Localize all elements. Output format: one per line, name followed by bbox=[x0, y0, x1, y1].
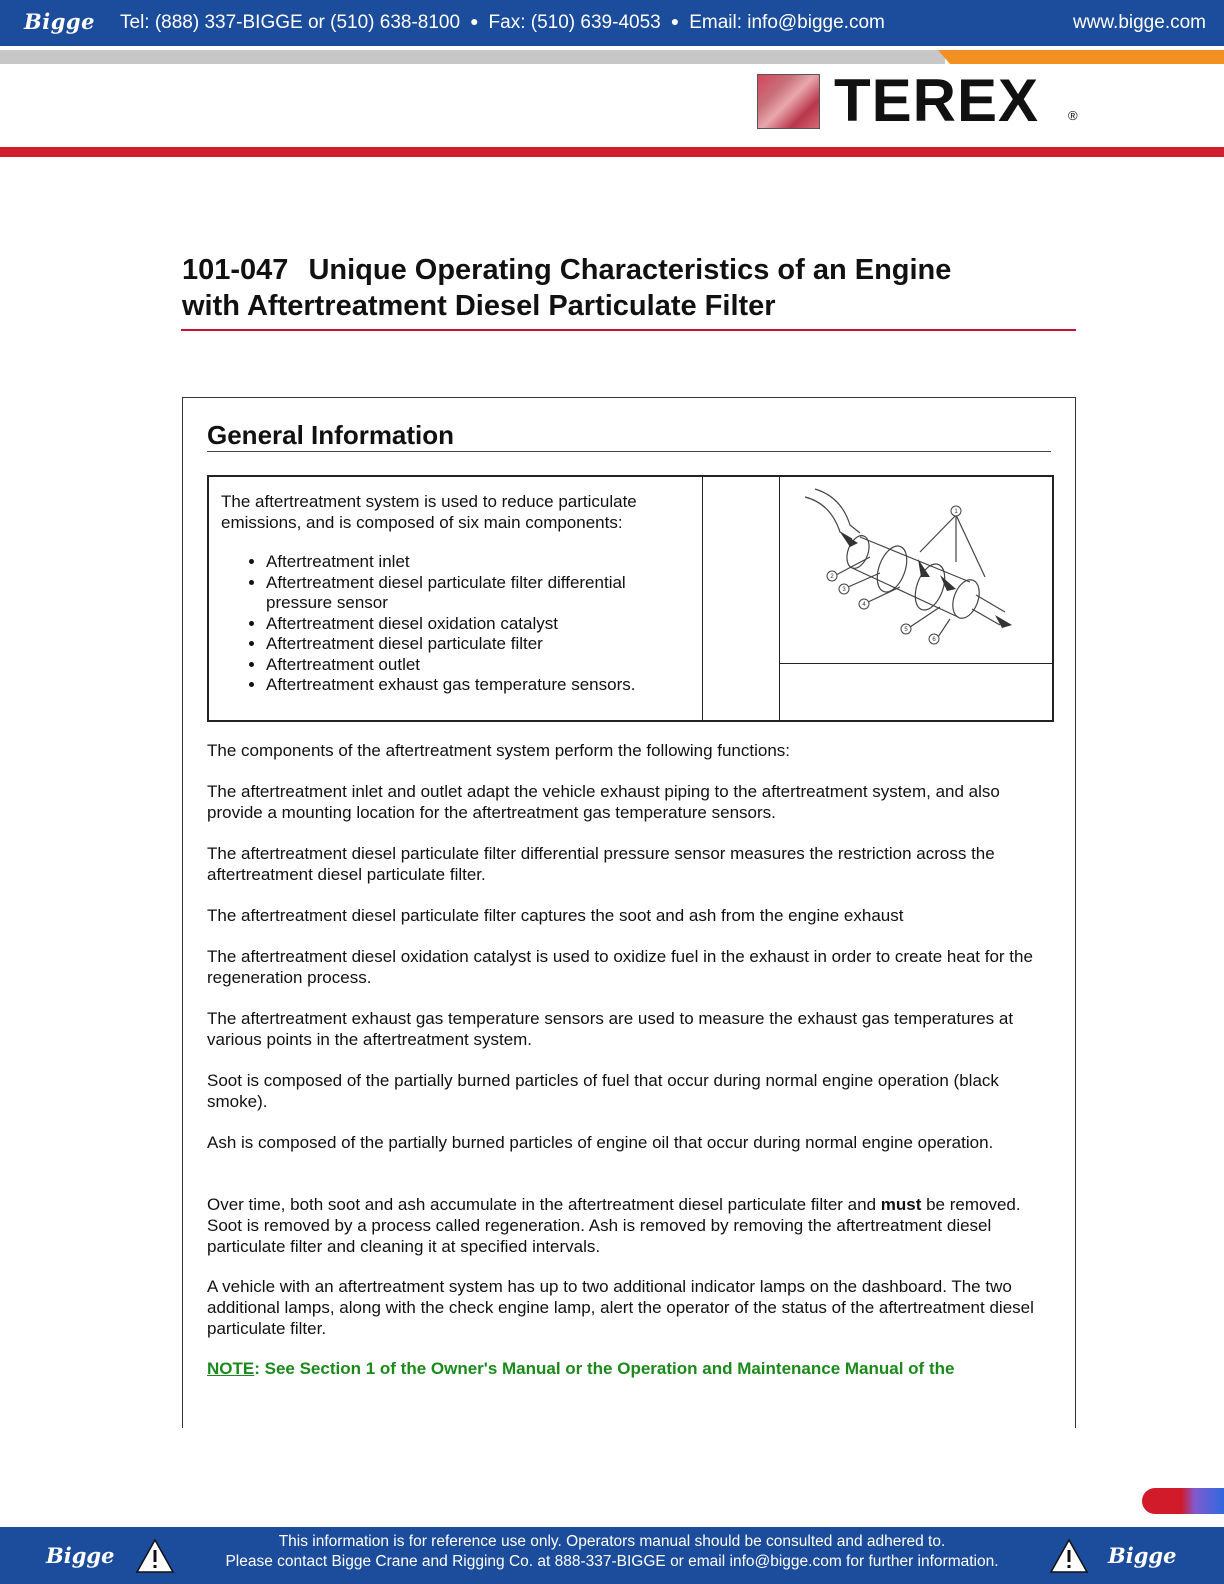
separator-dot: ● bbox=[470, 13, 479, 29]
callout-label: 4 bbox=[862, 602, 866, 608]
footer-bar bbox=[0, 1527, 1224, 1584]
callout-label: 6 bbox=[932, 637, 936, 643]
paragraph-text: be removed. Soot is removed by a process called regeneration. Ash is removed by removing the aftertreatment diesel particulate filter and cleaning it at specified intervals. bbox=[207, 1195, 1021, 1256]
flow-arrow bbox=[940, 575, 956, 591]
note-text: : See Section 1 of the Owner's Manual or the Operation and Maintenance Manual of the bbox=[254, 1359, 955, 1378]
list-item: • Aftertreatment diesel particulate filter bbox=[266, 634, 696, 655]
list-item: • Aftertreatment outlet bbox=[266, 655, 696, 676]
top-header-bar bbox=[0, 0, 1224, 46]
paragraph: Soot is composed of the partially burned particles of fuel that occur during normal engine operation (black smoke). bbox=[207, 1071, 999, 1111]
empty-cell bbox=[703, 477, 780, 720]
paragraph bbox=[207, 1194, 1047, 1257]
paragraph: The aftertreatment diesel particulate filter captures the soot and ash from the engine exhaust bbox=[207, 906, 904, 925]
emphasis-text: must bbox=[880, 1195, 922, 1214]
paragraph: The aftertreatment diesel particulate filter differential pressure sensor measures the restriction across the aftertreatment diesel particulate filter. bbox=[207, 844, 995, 884]
figure-cell bbox=[780, 477, 1052, 720]
terex-logo: TEREX bbox=[834, 67, 1040, 134]
filter-band bbox=[910, 560, 951, 614]
bigge-logo: Bigge bbox=[1108, 1543, 1177, 1568]
paragraph: The aftertreatment exhaust gas temperature sensors are used to measure the exhaust gas temperatures at various points in the aftertreatment system. bbox=[207, 1009, 1014, 1049]
content-box bbox=[182, 397, 1076, 1428]
doc-number: 101-047 bbox=[182, 254, 289, 286]
outlet-pipe bbox=[976, 595, 1005, 612]
section-rule bbox=[207, 451, 1051, 452]
paragraph-text: Over time, both soot and ash accumulate in the aftertreatment diesel particulate filter and bbox=[207, 1195, 881, 1214]
warning-icon bbox=[135, 1538, 175, 1574]
callout-label: 1 bbox=[954, 509, 958, 515]
note-paragraph bbox=[207, 1358, 1047, 1379]
warning-icon bbox=[1049, 1538, 1089, 1574]
email-link[interactable]: Email: info@bigge.com bbox=[689, 12, 885, 33]
components-table bbox=[207, 475, 1054, 722]
list-item: • Aftertreatment exhaust gas temperature sensors. bbox=[266, 675, 696, 696]
website-link[interactable]: www.bigge.com bbox=[1072, 12, 1206, 33]
terex-emblem bbox=[757, 74, 820, 129]
callout-label: 5 bbox=[904, 627, 908, 633]
gray-stripe bbox=[0, 50, 945, 64]
bigge-logo: Bigge bbox=[24, 9, 95, 34]
contact-info bbox=[120, 12, 885, 34]
callout-label: 3 bbox=[842, 587, 846, 593]
orange-stripe bbox=[930, 50, 1224, 64]
bigge-logo: Bigge bbox=[46, 1543, 115, 1568]
flow-arrow bbox=[840, 532, 858, 547]
title-underline bbox=[181, 329, 1076, 331]
aftertreatment-diagram-svg bbox=[780, 477, 1052, 663]
title-line-1: Unique Operating Characteristics of an Engine bbox=[308, 254, 952, 286]
leader-line bbox=[920, 515, 985, 577]
title-line-2: with Aftertreatment Diesel Particulate Filter bbox=[182, 290, 776, 322]
page-title bbox=[182, 252, 1082, 324]
footer-disclaimer bbox=[190, 1532, 1034, 1572]
separator-dot: ● bbox=[670, 13, 680, 29]
flow-arrow bbox=[995, 615, 1012, 628]
disclaimer-line-2: Please contact Bigge Crane and Rigging Co. at 888-337-BIGGE or email info@bigge.com for further information. bbox=[225, 1553, 999, 1570]
callout-label: 2 bbox=[830, 574, 834, 580]
outlet-pipe bbox=[972, 609, 1000, 625]
components-list bbox=[245, 552, 696, 696]
paragraph: The aftertreatment inlet and outlet adapt the vehicle exhaust piping to the aftertreatment system, and also provide a mounting location for the aftertreatment gas temperature sensors. bbox=[207, 782, 1000, 822]
paragraph: The aftertreatment diesel oxidation catalyst is used to oxidize fuel in the exhaust in order to create heat for the regeneration process. bbox=[207, 947, 1033, 987]
filter-body bbox=[860, 537, 970, 582]
registered-mark: ® bbox=[1068, 108, 1078, 123]
inlet-pipe bbox=[805, 497, 852, 539]
section-heading: General Information bbox=[207, 420, 455, 450]
paragraph: A vehicle with an aftertreatment system has up to two additional indicator lamps on the dashboard. The two additional lamps, along with the check engine lamp, alert the operator of the status of the aftertreatment diesel particulate filter. bbox=[207, 1277, 1034, 1338]
list-item: • Aftertreatment inlet bbox=[266, 552, 696, 573]
note-label: NOTE bbox=[207, 1359, 255, 1378]
red-divider bbox=[0, 147, 1224, 157]
intro-text: The aftertreatment system is used to reduce particulate emissions, and is composed of six main components: bbox=[221, 492, 637, 532]
disclaimer-line-1: This information is for reference use only. Operators manual should be consulted and adhered to. bbox=[278, 1533, 946, 1550]
phone-number: Tel: (888) 337-BIGGE or (510) 638-8100 bbox=[120, 12, 461, 33]
page-tab-indicator bbox=[1142, 1488, 1224, 1514]
list-item: • Aftertreatment diesel oxidation catalyst bbox=[266, 614, 696, 635]
components-cell bbox=[209, 477, 703, 720]
paragraph: Ash is composed of the partially burned particles of engine oil that occur during normal engine operation. bbox=[207, 1133, 994, 1152]
aftertreatment-diagram bbox=[780, 477, 1052, 664]
list-item: • Aftertreatment diesel particulate filter differential pressure sensor bbox=[266, 573, 696, 614]
fax-number: Fax: (510) 639-4053 bbox=[488, 12, 661, 33]
flow-arrow bbox=[918, 559, 930, 577]
paragraph: The components of the aftertreatment system perform the following functions: bbox=[207, 741, 791, 760]
